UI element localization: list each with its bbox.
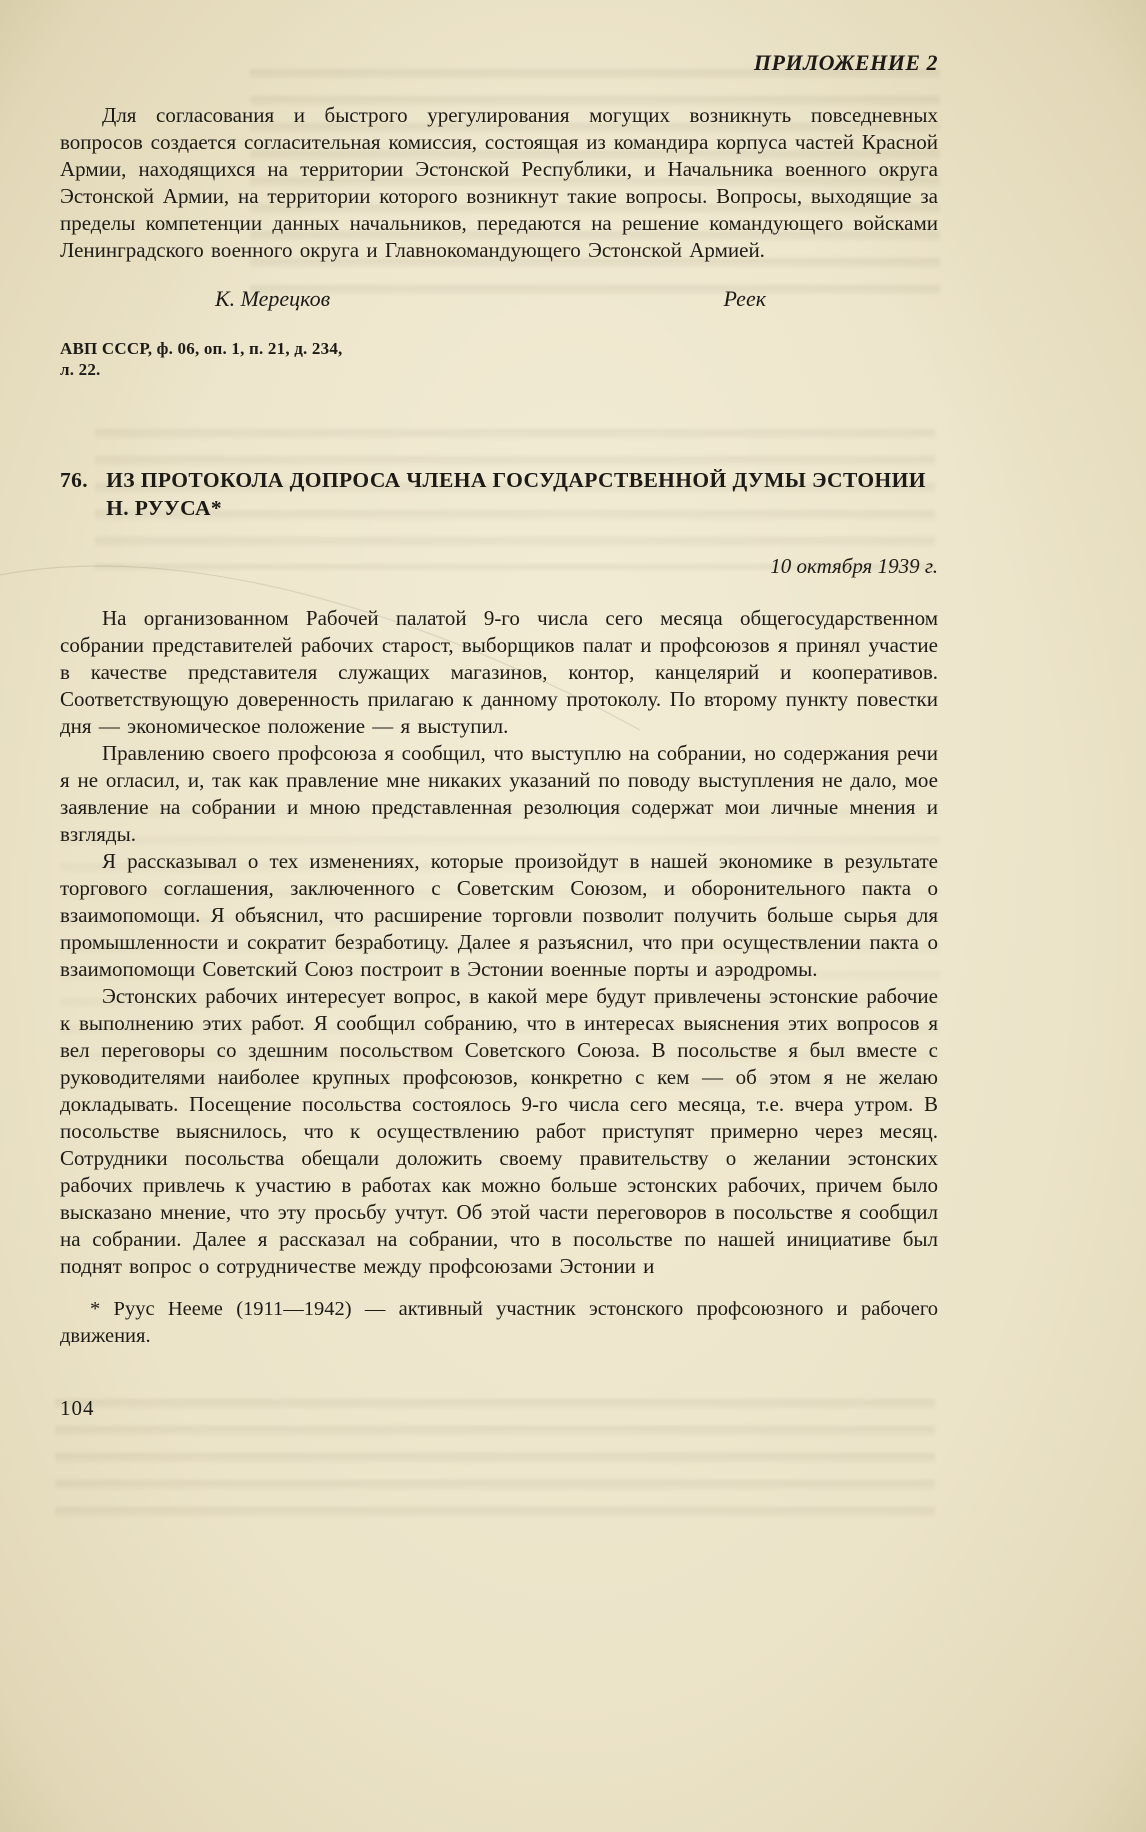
archive-citation-line2: л. 22. (60, 360, 101, 379)
signature-reek: Реек (723, 286, 766, 311)
footnote-text: * Руус Нееме (1911—1942) — активный участник эстонского профсоюзного и рабочего движения. (60, 1298, 938, 1347)
archive-citation-line1: АВП СССР, ф. 06, оп. 1, п. 21, д. 234, (60, 339, 343, 358)
document-body (60, 605, 938, 1280)
appendix-paragraph: Для согласования и быстрого урегулирования могущих возникнуть повседневных вопросов создается согласительная комиссия, состоящая из командира корпуса частей Красной Армии, находящихся на территории Эстонской Республики, и Начальника военного округа Эстонской Армии, на территории которого возникнут такие вопросы. Вопросы, выходящие за пределы компетенции данных начальников, передаются на решение командующего войсками Ленинградского военного округа и Главнокомандующего Эстонской Армией. (60, 103, 938, 262)
appendix-header-label: ПРИЛОЖЕНИЕ 2 (753, 50, 938, 75)
document-paragraph: На организованном Рабочей палатой 9-го числа сего месяца общегосударственном собрании представителей рабочих старост, выборщиков палат и профсоюзов я принял участие в качестве представителя служащих магазинов, контор, канцелярий и кооперативов. Соответствующую доверенность прилагаю к данному протоколу. По второму пункту повестки дня — экономическое положение — я выступил. (60, 606, 938, 738)
document-heading (60, 466, 938, 522)
document-paragraph: Правлению своего профсоюза я сообщил, что выступлю на собрании, но содержания речи я не огласил, и, так как правление мне никаких указаний по поводу выступления не дало, мое заявление на собрании и мною представленная резолюция содержат мои личные мнения и взгляды. (60, 741, 938, 846)
document-date: 10 октября 1939 г. (770, 554, 938, 578)
document-title-line2: Н. РУУСА* (106, 496, 223, 520)
signature-meretskov: К. Мерецков (215, 286, 331, 311)
document-title-line1: ИЗ ПРОТОКОЛА ДОПРОСА ЧЛЕНА ГОСУДАРСТВЕННОЙ ДУМЫ ЭСТОНИИ (106, 468, 926, 492)
document-paragraph: Я рассказывал о тех изменениях, которые произойдут в нашей экономике в результате торгового соглашения, заключенного с Советским Союзом, и оборонительного пакта о взаимопомощи. Я объяснил, что расширение торговли позволит получить больше сырья для промышленности и сократит безработицу. Далее я разъяснил, что при осуществлении пакта о взаимопомощи Советский Союз построит в Эстонии военные порты и аэродромы. (60, 849, 938, 981)
document-number: 76. (60, 468, 89, 492)
footnote (60, 1296, 938, 1350)
page-content (60, 50, 938, 1421)
archive-citation (60, 338, 938, 380)
page-number: 104 (60, 1396, 95, 1420)
signature-row (60, 286, 938, 312)
document-paragraph: Эстонских рабочих интересует вопрос, в какой мере будут привлечены эстонские рабочие к выполнению этих работ. Я сообщил собранию, что в интересах выяснения этих вопросов я вел переговоры со здешним посольством Советского Союза. В посольстве я был вместе с руководителями наиболее крупных профсоюзов, конкретно с кем — об этом я не желаю докладывать. Посещение посольства состоялось 9-го числа сего месяца, т.е. вчера утром. В посольстве выяснилось, что к осуществлению работ приступят примерно через месяц. Сотрудники посольства обещали доложить своему правительству о желании эстонских рабочих привлечь к участию в работах как можно больше эстонских рабочих, причем было высказано мнение, что эту просьбу учтут. Об этой части переговоров в посольстве я сообщил на собрании. Далее я рассказал на собрании, что в посольстве по нашей инициативе был поднят вопрос о сотрудничестве между профсоюзами Эстонии и (60, 984, 938, 1278)
document-title (106, 466, 926, 522)
